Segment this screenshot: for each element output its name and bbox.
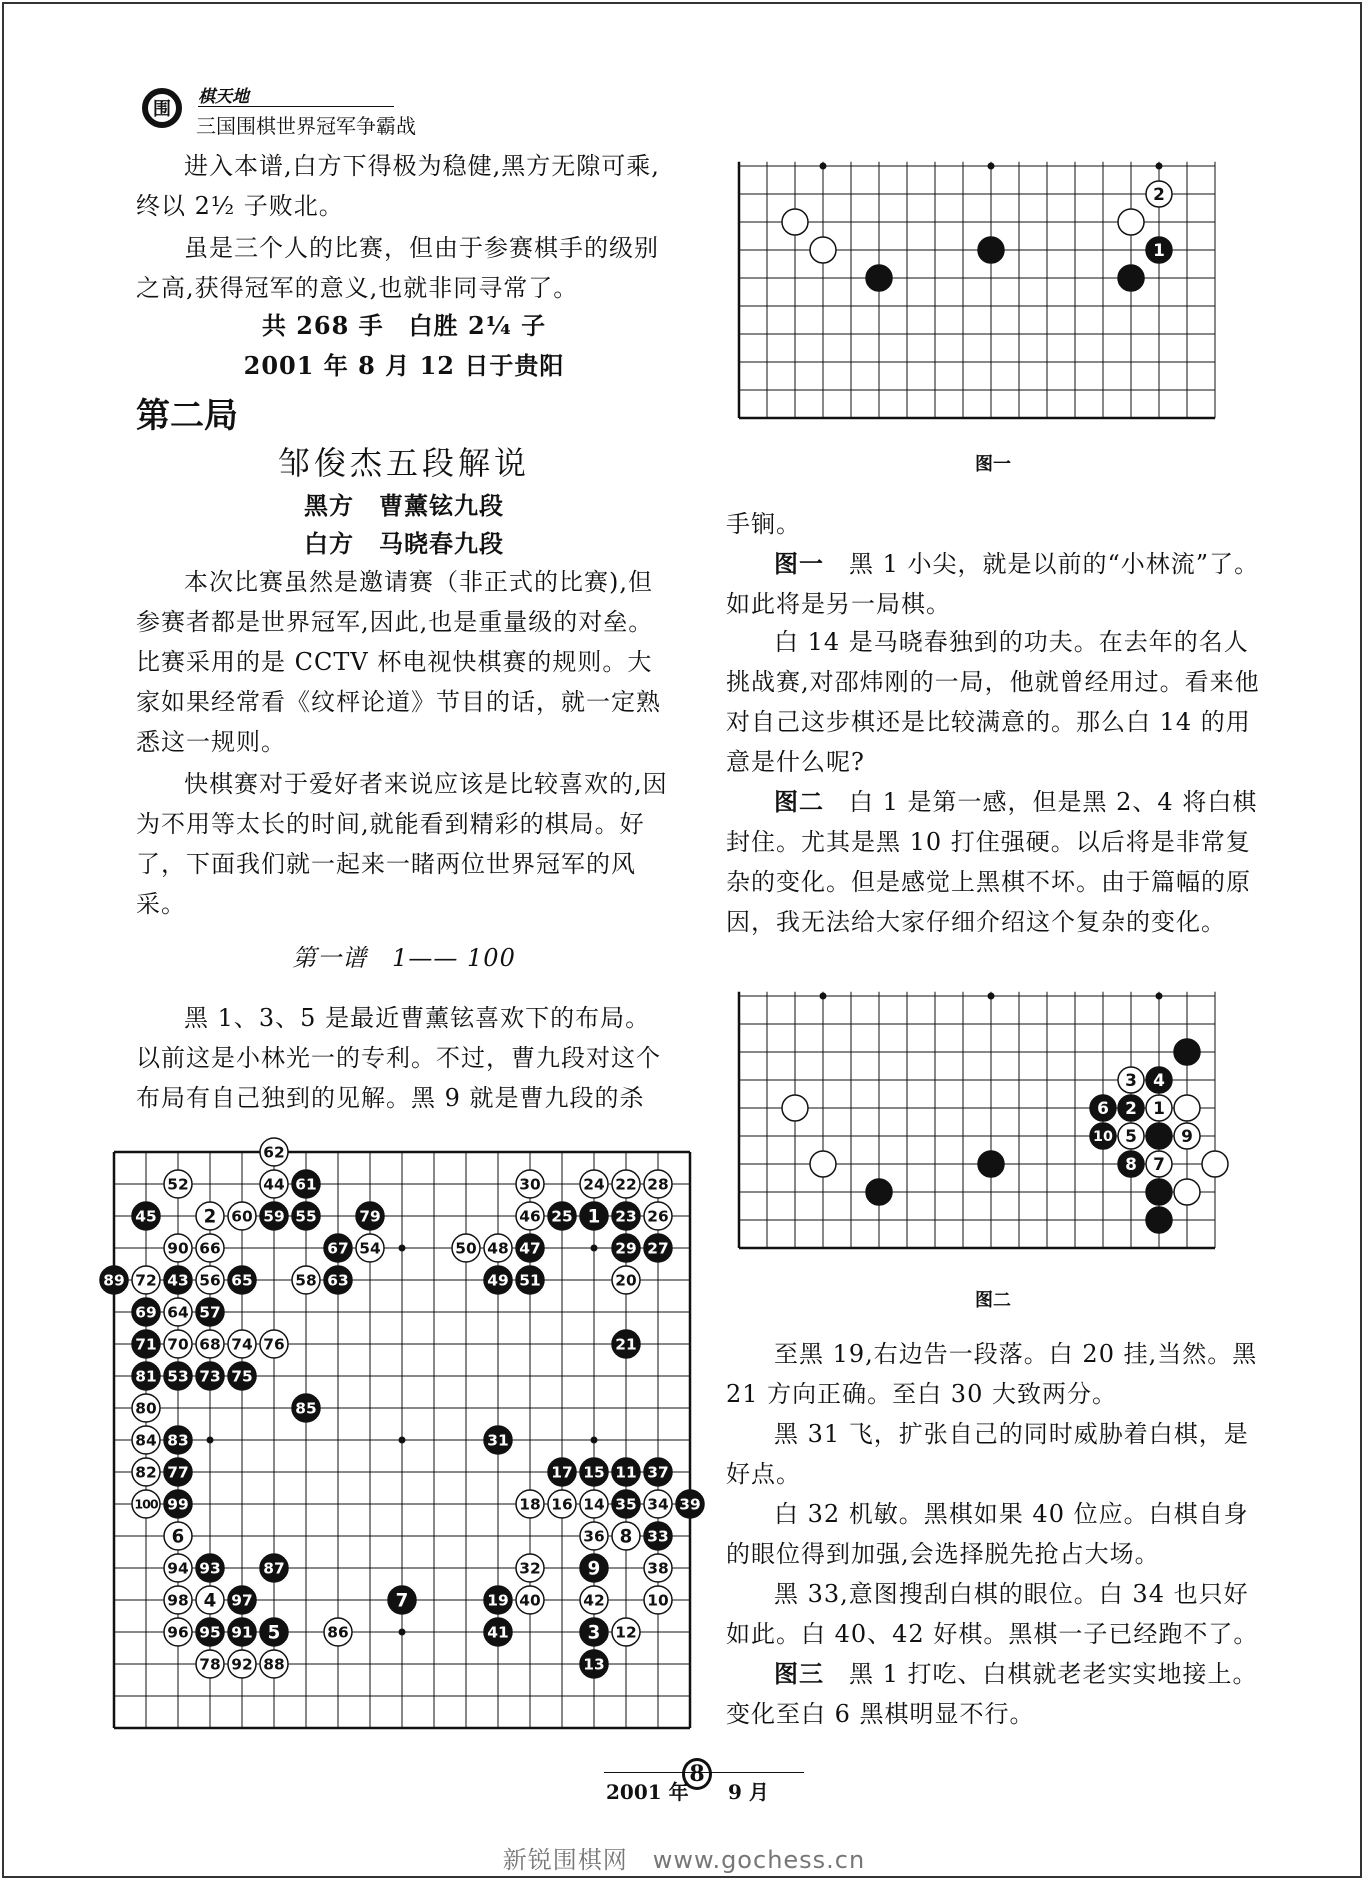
black-stone — [612, 1330, 640, 1358]
commentator: 邹俊杰五段解说 — [277, 444, 530, 482]
move-number: 7 — [1153, 1154, 1165, 1175]
white-stone — [810, 237, 836, 263]
black-stone — [676, 1490, 704, 1518]
figure-1-caption: 图一 — [975, 454, 1011, 475]
move-number: 73 — [199, 1367, 221, 1386]
black-stone — [292, 1394, 320, 1422]
move-number: 9 — [587, 1558, 601, 1580]
white-stone — [132, 1426, 160, 1454]
black-stone — [612, 1234, 640, 1262]
move-number: 8 — [1125, 1154, 1137, 1175]
white-stone — [356, 1234, 384, 1262]
black-stone — [1090, 1095, 1116, 1121]
black-stone — [164, 1458, 192, 1486]
move-number: 81 — [135, 1367, 157, 1386]
paragraph-right-1: 手锏。 — [726, 510, 801, 538]
black-stone — [132, 1202, 160, 1230]
move-number: 43 — [167, 1271, 189, 1290]
star-point — [820, 993, 827, 1000]
white-stone — [516, 1170, 544, 1198]
move-number: 63 — [327, 1271, 349, 1290]
move-number: 93 — [199, 1559, 221, 1578]
figure-2-board — [735, 980, 1245, 1252]
move-number: 4 — [203, 1590, 217, 1612]
star-point — [988, 163, 995, 170]
black-stone — [866, 265, 892, 291]
black-stone — [548, 1202, 576, 1230]
white-stone — [1118, 1123, 1144, 1149]
move-number: 31 — [487, 1431, 509, 1450]
section-title: 三国围棋世界冠军争霸战 — [196, 114, 416, 138]
black-stone — [612, 1458, 640, 1486]
white-stone — [644, 1170, 672, 1198]
paragraph-right-4 — [726, 782, 1264, 942]
white-stone — [580, 1586, 608, 1614]
white-stone — [484, 1234, 512, 1262]
black-stone — [548, 1458, 576, 1486]
black-stone — [228, 1586, 256, 1614]
black-stone — [196, 1362, 224, 1390]
white-stone — [452, 1234, 480, 1262]
move-number: 2 — [1153, 184, 1165, 205]
move-number: 45 — [135, 1207, 157, 1226]
move-number: 69 — [135, 1303, 157, 1322]
black-stone — [1174, 1039, 1200, 1065]
move-number: 44 — [263, 1175, 285, 1194]
move-number: 13 — [583, 1655, 605, 1674]
move-number: 64 — [167, 1303, 189, 1322]
move-number: 96 — [167, 1623, 189, 1642]
black-stone — [580, 1554, 608, 1582]
white-stone — [548, 1490, 576, 1518]
black-stone — [196, 1554, 224, 1582]
black-stone — [292, 1202, 320, 1230]
white-stone — [810, 1151, 836, 1177]
move-number: 80 — [135, 1399, 157, 1418]
move-number: 86 — [327, 1623, 349, 1642]
move-number: 28 — [647, 1175, 669, 1194]
black-stone — [580, 1618, 608, 1646]
white-stone — [196, 1586, 224, 1614]
move-number: 35 — [615, 1495, 637, 1514]
star-point — [207, 1437, 214, 1444]
move-number: 67 — [327, 1239, 349, 1258]
move-number: 23 — [615, 1207, 637, 1226]
white-stone — [580, 1170, 608, 1198]
white-stone — [580, 1522, 608, 1550]
white-stone — [164, 1586, 192, 1614]
black-stone — [132, 1330, 160, 1358]
move-number: 75 — [231, 1367, 253, 1386]
paragraph-left-5: 黑 1、3、5 是最近曹薰铉喜欢下的布局。以前这是小林光一的专利。不过，曹九段对这个布局有自己独到的见解。黑 9 就是曹九段的杀 — [136, 1004, 661, 1112]
move-number: 5 — [267, 1622, 281, 1644]
black-stone — [1146, 1067, 1172, 1093]
move-number: 20 — [615, 1271, 637, 1290]
move-number: 100 — [134, 1496, 158, 1512]
white-stone — [782, 1095, 808, 1121]
black-stone — [164, 1266, 192, 1294]
black-stone — [1146, 1123, 1172, 1149]
paragraph-text: 白 1 是第一感，但是黑 2、4 将白棋封住。尤其是黑 10 打住强硬。以后将是非常复杂的变化。但是感觉上黑棋不坏。由于篇幅的原因，我无法给大家仔细介绍这个复杂的变化。 — [726, 788, 1258, 936]
black-stone — [580, 1458, 608, 1486]
white-stone — [164, 1170, 192, 1198]
black-stone — [484, 1426, 512, 1454]
move-number: 18 — [519, 1495, 541, 1514]
white-stone — [1174, 1123, 1200, 1149]
star-point — [399, 1245, 406, 1252]
white-stone — [644, 1554, 672, 1582]
magazine-name: 棋天地 — [198, 87, 249, 107]
move-number: 62 — [263, 1143, 285, 1162]
black-stone — [164, 1362, 192, 1390]
move-number: 72 — [135, 1271, 157, 1290]
white-stone — [228, 1202, 256, 1230]
move-number: 40 — [519, 1591, 541, 1610]
move-number: 71 — [135, 1335, 157, 1354]
star-point — [1156, 993, 1163, 1000]
white-stone — [196, 1202, 224, 1230]
paragraph-text: 黑 1 打吃、白棋就老老实实地接上。变化至白 6 黑棋明显不行。 — [726, 1660, 1258, 1728]
paragraph-left-4: 快棋赛对于爱好者来说应该是比较喜欢的,因为不用等太长的时间,就能看到精彩的棋局。好了，下面我们就一起来一睹两位世界冠军的风采。 — [136, 770, 668, 918]
paragraph-right-5: 至黑 19,右边告一段落。白 20 挂,当然。黑 21 方向正确。至白 30 大致两分。 — [726, 1340, 1258, 1408]
move-number: 37 — [647, 1463, 669, 1482]
figure-ref-label: 图二 — [774, 787, 824, 816]
move-number: 10 — [647, 1591, 669, 1610]
move-number: 3 — [1125, 1070, 1137, 1091]
move-number: 92 — [231, 1655, 253, 1674]
white-stone — [1202, 1151, 1228, 1177]
black-stone — [866, 1179, 892, 1205]
white-stone — [132, 1458, 160, 1486]
paragraph-right-9 — [726, 1654, 1264, 1734]
white-stone — [324, 1618, 352, 1646]
paragraph-left-3: 本次比赛虽然是邀请赛（非正式的比赛),但参赛者都是世界冠军,因此,也是重量级的对垒。比赛采用的是 CCTV 杯电视快棋赛的规则。大家如果经常看《纹枰论道》节目的话，就一定熟悉这一规则。 — [136, 568, 661, 756]
white-stone — [612, 1170, 640, 1198]
move-number: 91 — [231, 1623, 253, 1642]
black-stone — [1118, 1095, 1144, 1121]
move-number: 77 — [167, 1463, 189, 1482]
white-stone — [164, 1522, 192, 1550]
move-number: 4 — [1153, 1070, 1165, 1091]
black-stone — [978, 1151, 1004, 1177]
move-number: 58 — [295, 1271, 317, 1290]
move-number: 51 — [519, 1271, 541, 1290]
black-stone — [644, 1522, 672, 1550]
move-number: 32 — [519, 1559, 541, 1578]
black-stone — [356, 1202, 384, 1230]
move-number: 9 — [1181, 1126, 1193, 1147]
move-number: 22 — [615, 1175, 637, 1194]
move-number: 70 — [167, 1335, 189, 1354]
black-stone — [260, 1618, 288, 1646]
move-number: 94 — [167, 1559, 189, 1578]
paragraph-right-8: 黑 33,意图搜刮白棋的眼位。白 34 也只好如此。白 40、42 好棋。黑棋一子已经跑不了。 — [726, 1580, 1259, 1648]
move-number: 25 — [551, 1207, 573, 1226]
footer-year: 2001 年 — [606, 1780, 689, 1804]
move-number: 57 — [199, 1303, 221, 1322]
move-number: 90 — [167, 1239, 189, 1258]
move-number: 95 — [199, 1623, 221, 1642]
paragraph-right-2 — [726, 544, 1264, 624]
move-number: 52 — [167, 1175, 189, 1194]
white-stone — [1146, 181, 1172, 207]
move-number: 29 — [615, 1239, 637, 1258]
white-stone — [196, 1650, 224, 1678]
move-number: 82 — [135, 1463, 157, 1482]
black-stone — [1146, 1207, 1172, 1233]
black-stone — [580, 1650, 608, 1678]
move-number: 19 — [487, 1591, 509, 1610]
black-stone — [1118, 1151, 1144, 1177]
star-point — [988, 993, 995, 1000]
move-number: 74 — [231, 1335, 253, 1354]
black-stone — [196, 1618, 224, 1646]
black-stone — [612, 1490, 640, 1518]
white-stone — [228, 1650, 256, 1678]
move-number: 85 — [295, 1399, 317, 1418]
game-title: 第二局 — [136, 396, 238, 436]
white-stone — [1118, 209, 1144, 235]
white-stone — [782, 209, 808, 235]
white-stone — [132, 1394, 160, 1422]
black-player: 黑方 曹薰铉九段 — [304, 491, 504, 520]
white-player: 白方 马晓春九段 — [304, 529, 504, 558]
move-number: 47 — [519, 1239, 541, 1258]
black-stone — [484, 1618, 512, 1646]
black-stone — [612, 1202, 640, 1230]
move-number: 5 — [1125, 1126, 1137, 1147]
white-stone — [612, 1266, 640, 1294]
figure-2-caption: 图二 — [975, 1290, 1011, 1311]
white-stone — [196, 1266, 224, 1294]
game-date: 2001 年 8 月 12 日于贵阳 — [243, 351, 565, 380]
move-number: 6 — [1097, 1098, 1109, 1119]
black-stone — [1146, 237, 1172, 263]
white-stone — [228, 1330, 256, 1358]
white-stone — [516, 1554, 544, 1582]
white-stone — [612, 1522, 640, 1550]
move-number: 15 — [583, 1463, 605, 1482]
move-number: 21 — [615, 1335, 637, 1354]
star-point — [591, 1245, 598, 1252]
move-number: 1 — [587, 1206, 601, 1228]
move-number: 60 — [231, 1207, 253, 1226]
star-point — [591, 1437, 598, 1444]
move-number: 34 — [647, 1495, 669, 1514]
move-number: 59 — [263, 1207, 285, 1226]
move-number: 98 — [167, 1591, 189, 1610]
move-number: 41 — [487, 1623, 509, 1642]
move-number: 10 — [1093, 1129, 1113, 1146]
black-stone — [388, 1586, 416, 1614]
paragraph-right-7: 白 32 机敏。黑棋如果 40 位应。白棋自身的眼位得到加强,会选择脱先抢占大场。 — [726, 1500, 1249, 1568]
white-stone — [292, 1266, 320, 1294]
white-stone — [164, 1298, 192, 1326]
move-number: 8 — [619, 1526, 633, 1548]
move-number: 12 — [615, 1623, 637, 1642]
move-number: 83 — [167, 1431, 189, 1450]
star-point — [399, 1437, 406, 1444]
move-number: 79 — [359, 1207, 381, 1226]
move-number: 3 — [587, 1622, 601, 1644]
black-stone — [228, 1362, 256, 1390]
move-number: 88 — [263, 1655, 285, 1674]
white-stone — [1118, 1067, 1144, 1093]
black-stone — [132, 1362, 160, 1390]
move-number: 33 — [647, 1527, 669, 1546]
black-stone — [644, 1458, 672, 1486]
game-result: 共 268 手 白胜 2¼ 子 — [261, 311, 547, 340]
move-number: 2 — [1125, 1098, 1137, 1119]
move-number: 89 — [103, 1271, 125, 1290]
black-stone — [100, 1266, 128, 1294]
white-stone — [516, 1490, 544, 1518]
white-stone — [164, 1554, 192, 1582]
figure-ref-label: 图一 — [774, 549, 824, 578]
white-stone — [580, 1490, 608, 1518]
move-number: 99 — [167, 1495, 189, 1514]
star-point — [820, 163, 827, 170]
move-number: 2 — [203, 1206, 217, 1228]
move-number: 36 — [583, 1527, 605, 1546]
move-number: 46 — [519, 1207, 541, 1226]
black-stone — [324, 1266, 352, 1294]
move-number: 38 — [647, 1559, 669, 1578]
move-number: 30 — [519, 1175, 541, 1194]
black-stone — [516, 1266, 544, 1294]
move-number: 7 — [395, 1590, 409, 1612]
game-record-board — [103, 1143, 710, 1718]
white-stone — [644, 1586, 672, 1614]
black-stone — [1090, 1123, 1116, 1149]
white-stone — [260, 1170, 288, 1198]
move-number: 65 — [231, 1271, 253, 1290]
black-stone — [978, 237, 1004, 263]
paragraph-left-1: 进入本谱,白方下得极为稳健,黑方无隙可乘,终以 2½ 子败北。 — [136, 152, 660, 220]
move-number: 6 — [171, 1526, 185, 1548]
move-number: 1 — [1153, 1098, 1165, 1119]
move-number: 55 — [295, 1207, 317, 1226]
move-number: 61 — [295, 1175, 317, 1194]
paragraph-text: 黑 1 小尖，就是以前的“小林流”了。如此将是另一局棋。 — [726, 550, 1260, 618]
figure-1-board — [735, 150, 1245, 425]
star-point — [399, 1629, 406, 1636]
move-number: 56 — [199, 1271, 221, 1290]
white-stone — [164, 1234, 192, 1262]
paragraph-right-6: 黑 31 飞，扩张自己的同时威胁着白棋，是好点。 — [726, 1420, 1249, 1488]
black-stone — [644, 1234, 672, 1262]
figure-ref-label: 图三 — [774, 1659, 824, 1688]
move-number: 53 — [167, 1367, 189, 1386]
move-number: 24 — [583, 1175, 605, 1194]
move-number: 50 — [455, 1239, 477, 1258]
move-number: 66 — [199, 1239, 221, 1258]
paragraph-left-2: 虽是三个人的比赛，但由于参赛棋手的级别之高,获得冠军的意义,也就非同寻常了。 — [136, 234, 659, 302]
page-number: 8 — [682, 1758, 712, 1790]
black-stone — [516, 1234, 544, 1262]
move-number: 54 — [359, 1239, 381, 1258]
white-stone — [516, 1586, 544, 1614]
header-rule — [198, 106, 394, 107]
move-number: 49 — [487, 1271, 509, 1290]
white-stone — [164, 1330, 192, 1358]
move-number: 42 — [583, 1591, 605, 1610]
move-number: 87 — [263, 1559, 285, 1578]
paragraph-right-3: 白 14 是马晓春独到的功夫。在去年的名人挑战赛,对邵炜刚的一局，他就曾经用过。看来他对自己这步棋还是比较满意的。那么白 14 的用意是什么呢? — [726, 628, 1260, 776]
move-number: 27 — [647, 1239, 669, 1258]
record-title: 第一谱 1—— 100 — [292, 944, 516, 972]
black-stone — [228, 1618, 256, 1646]
white-stone — [260, 1138, 288, 1166]
black-stone — [292, 1170, 320, 1198]
move-number: 78 — [199, 1655, 221, 1674]
move-number: 14 — [583, 1495, 605, 1514]
white-stone — [1146, 1151, 1172, 1177]
white-stone — [1146, 1095, 1172, 1121]
move-number: 97 — [231, 1591, 253, 1610]
magazine-logo: 围 — [142, 88, 182, 128]
white-stone — [644, 1202, 672, 1230]
black-stone — [1146, 1179, 1172, 1205]
black-stone — [228, 1266, 256, 1294]
white-stone — [516, 1202, 544, 1230]
white-stone — [644, 1490, 672, 1518]
black-stone — [164, 1490, 192, 1518]
white-stone — [196, 1234, 224, 1262]
white-stone — [196, 1330, 224, 1358]
footer-month: 9 月 — [728, 1780, 769, 1804]
move-number: 76 — [263, 1335, 285, 1354]
black-stone — [324, 1234, 352, 1262]
white-stone — [260, 1330, 288, 1358]
move-number: 84 — [135, 1431, 157, 1450]
move-number: 16 — [551, 1495, 573, 1514]
white-stone — [132, 1490, 160, 1518]
white-stone — [612, 1618, 640, 1646]
black-stone — [196, 1298, 224, 1326]
white-stone — [164, 1618, 192, 1646]
black-stone — [484, 1586, 512, 1614]
move-number: 48 — [487, 1239, 509, 1258]
black-stone — [260, 1554, 288, 1582]
star-point — [1156, 163, 1163, 170]
move-number: 39 — [679, 1495, 701, 1514]
move-number: 1 — [1153, 240, 1165, 261]
white-stone — [1174, 1179, 1200, 1205]
black-stone — [260, 1202, 288, 1230]
site-watermark: 新锐围棋网 www.gochess.cn — [502, 1846, 866, 1874]
black-stone — [580, 1202, 608, 1230]
black-stone — [132, 1298, 160, 1326]
white-stone — [132, 1266, 160, 1294]
black-stone — [1118, 265, 1144, 291]
move-number: 11 — [615, 1463, 637, 1482]
white-stone — [1174, 1095, 1200, 1121]
move-number: 68 — [199, 1335, 221, 1354]
white-stone — [260, 1650, 288, 1678]
black-stone — [164, 1426, 192, 1454]
move-number: 17 — [551, 1463, 573, 1482]
move-number: 26 — [647, 1207, 669, 1226]
black-stone — [484, 1266, 512, 1294]
